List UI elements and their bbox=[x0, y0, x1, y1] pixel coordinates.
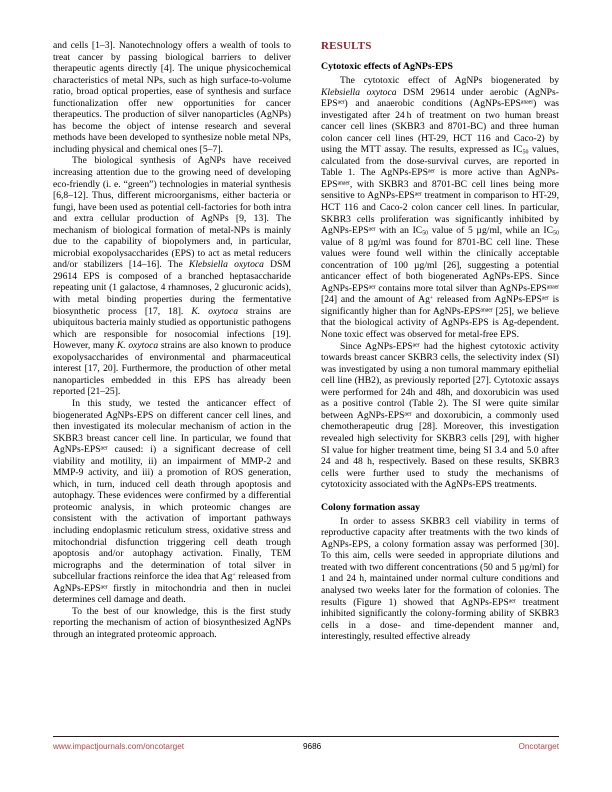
text-run: In order to assess SKBR3 cell viability in terms of reproductive capacity after treatments with the two kinds of AgNPs-EPS, a colony formation assay was performed [30]. To this aim, cells were seeded in appropriate dilutions and treated with two different concentrations (50 and 5 µg/ml) for 1 and 24 h, maintained under normal culture conditions and analysed two weeks later for the formation of colonies. The results (Figure 1) showed that AgNPs-EPS bbox=[321, 515, 559, 608]
text-run: and cells [1–3]. Nanotechnology offers a wealth of tools to treat cancer by passing biological barriers to deliver therapeutic agents directly [4]. The unique physicochemical characteristics of metal NPs, such as high surface-to-volume ratio, broad optical properties, ease of synthesis and surface functionalization offer new opportunities for cancer therapeutics. The production of silver nanoparticles (AgNPs) has become the object of intense research and several methods have been developed to synthesize noble metal NPs, including physical and chemical ones [5–7]. bbox=[53, 40, 291, 155]
italic-species-name: K. oxytoca bbox=[191, 305, 239, 317]
text-run: values, calculated from the dose-survival curves, are reported in Table 1. The AgNPs-EPS bbox=[321, 144, 560, 179]
superscript-text: + bbox=[232, 572, 236, 579]
body-paragraph bbox=[53, 155, 291, 397]
text-run: The cytotoxic effect of AgNPs biogenerated by bbox=[340, 75, 559, 86]
body-paragraph bbox=[53, 398, 291, 606]
superscript-text: aer bbox=[428, 168, 435, 175]
text-run: treatment inhibited significantly the colony-forming ability of SKBR3 cells in a dose- and time-dependent manner and, interestingly, resulted effective already bbox=[321, 596, 559, 643]
subheading-colony-formation-assay: Colony formation assay bbox=[321, 501, 421, 513]
italic-species-name: K. oxytoca bbox=[116, 340, 159, 352]
results-body-text-2 bbox=[321, 516, 559, 643]
superscript-text: anaer bbox=[546, 284, 559, 291]
journal-url-link[interactable]: www.impactjournals.com/oncotarget bbox=[53, 742, 185, 751]
superscript-text: anaer bbox=[480, 307, 493, 314]
text-run: Since AgNPs-EPS bbox=[340, 340, 413, 352]
journal-name: Oncotarget bbox=[518, 742, 559, 751]
subscript-text: 50 bbox=[553, 230, 559, 237]
superscript-text: aer bbox=[337, 99, 345, 106]
superscript-text: anaer bbox=[520, 99, 534, 106]
text-run: contains more total silver than AgNPs-EPS bbox=[375, 282, 547, 294]
page-footer bbox=[53, 742, 559, 758]
body-paragraph bbox=[53, 40, 291, 155]
superscript-text: aer bbox=[404, 411, 412, 418]
superscript-text: aer bbox=[414, 191, 422, 198]
text-run: ) and anaerobic conditions (AgNPs-EPS bbox=[344, 98, 521, 110]
text-run: released from AgNPs-EPS bbox=[53, 571, 291, 594]
text-run: strains are ubiquitous bacteria mainly studied as opportunistic pathogens which are responsible for nosocomial infections [19]. However, many bbox=[53, 305, 291, 352]
superscript-text: aer bbox=[100, 584, 108, 591]
text-run: had the highest cytotoxic activity towards breast cancer SKBR3 cells, the selectivity index (SI) was investigated by using a non tumoral mammary epithelial cell line (HB2), as previously reported [27]. Cytotoxic assays were performed for 24h and 48h, and doxorubicin was used as a positive control (Table 2). The SI were quite similar between AgNPs-EPS bbox=[321, 340, 559, 421]
superscript-text: anaer bbox=[337, 180, 350, 187]
left-column bbox=[53, 40, 291, 728]
text-run: is significantly higher than for AgNPs-EPS bbox=[321, 294, 559, 317]
text-run: released from AgNPs-EPS bbox=[433, 294, 542, 306]
text-run: is more active than AgNPs-EPS bbox=[321, 167, 559, 190]
subheading-cytotoxic-effects: Cytotoxic effects of AgNPs-EPS bbox=[321, 61, 453, 72]
superscript-text: aer bbox=[368, 226, 376, 233]
text-run: caused: i) a significant decrease of cell viability and motility, ii) an impairment of MMP-2 and MMP-9 activity, and iii) a promotion of ROS generation, which, in turn, induced cell death through apoptosis and autophagy. These evidences were confirmed by a differential proteomic analysis, in which proteomic changes are consistent with the activation of important pathways including endoplasmic reticulum stress, oxidative stress and mitochondrial disfunction triggering cell death trough apoptosis and/or autophagy activation. Finally, TEM micrographs and the determination of total silver in subcellular fractions reinforce the idea that Ag bbox=[53, 444, 291, 583]
body-paragraph bbox=[321, 75, 559, 341]
text-run: In this study, we tested the anticancer effect of biogenerated AgNPs-EPS on different cancer cell lines, and then investigated its molecular mechanism of action in the SKBR3 breast cancer cell line. In particular, we found that AgNPs-EPS bbox=[53, 397, 291, 456]
text-run: with an IC bbox=[375, 225, 423, 237]
text-run: , with SKBR3 and 8701-BC cell lines being more sensitive to AgNPs-EPS bbox=[321, 178, 559, 202]
right-column bbox=[321, 40, 559, 728]
text-run: value of 8 µg/ml was found for 8701-BC cell line. These values were found well within the clinically acceptable concentration of 100 µg/ml [26], suggesting a potential anticancer effect of both biogenerated AgNPs-EPS. Since AgNPs-EPS bbox=[321, 236, 559, 294]
text-run: and doxorubicin, a commonly used chemotherapeutic drug [28]. Moreover, this investigation revealed high selectivity for SKBR3 cells [29], with higher SI value for higher treatment time, being SI 3.4 and 5.0 after 24 and 48 h, respectively. Based on these results, SKBR3 cells were further used to study the mechanisms of cytotoxicity associated with the AgNPs-EPS treatments. bbox=[321, 409, 559, 491]
superscript-text: + bbox=[429, 295, 434, 302]
text-run: value of 5 µg/ml, while an IC bbox=[428, 225, 554, 237]
italic-species-name: Klebsiella oxytoca bbox=[188, 259, 264, 271]
text-run: To the best of our knowledge, this is the first study reporting the mechanism of action of biosynthesized AgNPs through an integrated proteomic approach. bbox=[53, 605, 291, 640]
text-run: The biological synthesis of AgNPs have received increasing attention due to the growing need of developing eco-friendly (i. e. “green”) technologies in material synthesis [6,8–12]. Thus, different microorganisms, either bacteria or fungi, have been used as potential cell-factories for both intra and extra cellular production of AgNPs [9, 13]. The mechanism of biological formation of metal-NPs is mainly due to the capability of biopolymers and, in particular, microbial exopolysaccharides (EPS) to act as metal reducers and/or stabilizers [14–16]. The bbox=[53, 155, 291, 271]
subscript-text: 50 bbox=[522, 149, 529, 156]
text-run: treatment in comparison to HT-29, HCT 116 and Caco-2 colon cancer cell lines. In particular, SKBR3 cells proliferation was significantly inhibited by AgNPs-EPS bbox=[321, 190, 559, 237]
superscript-text: aer bbox=[100, 445, 108, 452]
body-paragraph bbox=[321, 516, 559, 643]
section-heading-results: RESULTS bbox=[321, 40, 372, 52]
text-run: DSM 29614 under aerobic (AgNPs-EPS bbox=[321, 86, 559, 110]
results-body-text-1 bbox=[321, 75, 559, 491]
superscript-text: aer bbox=[508, 598, 516, 605]
text-run: firstly in mitochondria and then in nuclei determines cell damage and death. bbox=[53, 582, 291, 606]
superscript-text: aer bbox=[368, 284, 376, 291]
superscript-text: aer bbox=[541, 295, 549, 302]
italic-species-name: Klebsiella oxytoca bbox=[321, 86, 397, 98]
two-column-body bbox=[53, 40, 559, 728]
page-number: 9686 bbox=[303, 742, 322, 751]
text-run: [25], we believe that the biological activity of AgNPs-EPS is Ag-dependent. None toxic effect was observed for metal-free EPS. bbox=[321, 305, 559, 341]
text-run: [24] and the amount of Ag bbox=[321, 294, 430, 306]
footer-divider bbox=[53, 736, 559, 737]
body-paragraph bbox=[53, 606, 291, 641]
subscript-text: 50 bbox=[422, 230, 429, 237]
paragraph-spacer bbox=[321, 491, 559, 502]
text-run: strains are also known to produce exopolysaccharides of environmental and pharmaceutical interest [17, 20]. Furthermore, the production of other metal nanoparticles embedded in this EPS has already been reported [21–25]. bbox=[53, 340, 291, 398]
body-paragraph bbox=[321, 341, 559, 491]
superscript-text: aer bbox=[412, 342, 420, 349]
text-run: ) was investigated after 24 h of treatment on two human breast cancer cell lines (SKBR3 and 8701-BC) and three human colon cancer cell lines (HT-29, HCT 116 and Caco-2) by using the MTT assay. The results, expressed as IC bbox=[321, 98, 559, 156]
text-run: DSM 29614 EPS is composed of a branched heptasaccharide repeating unit (1 galactose, 4 rhamnoses, 2 glucuronic acids), with metal binding properties during the fermentative biosynthetic process [17, 18]. bbox=[53, 259, 291, 317]
